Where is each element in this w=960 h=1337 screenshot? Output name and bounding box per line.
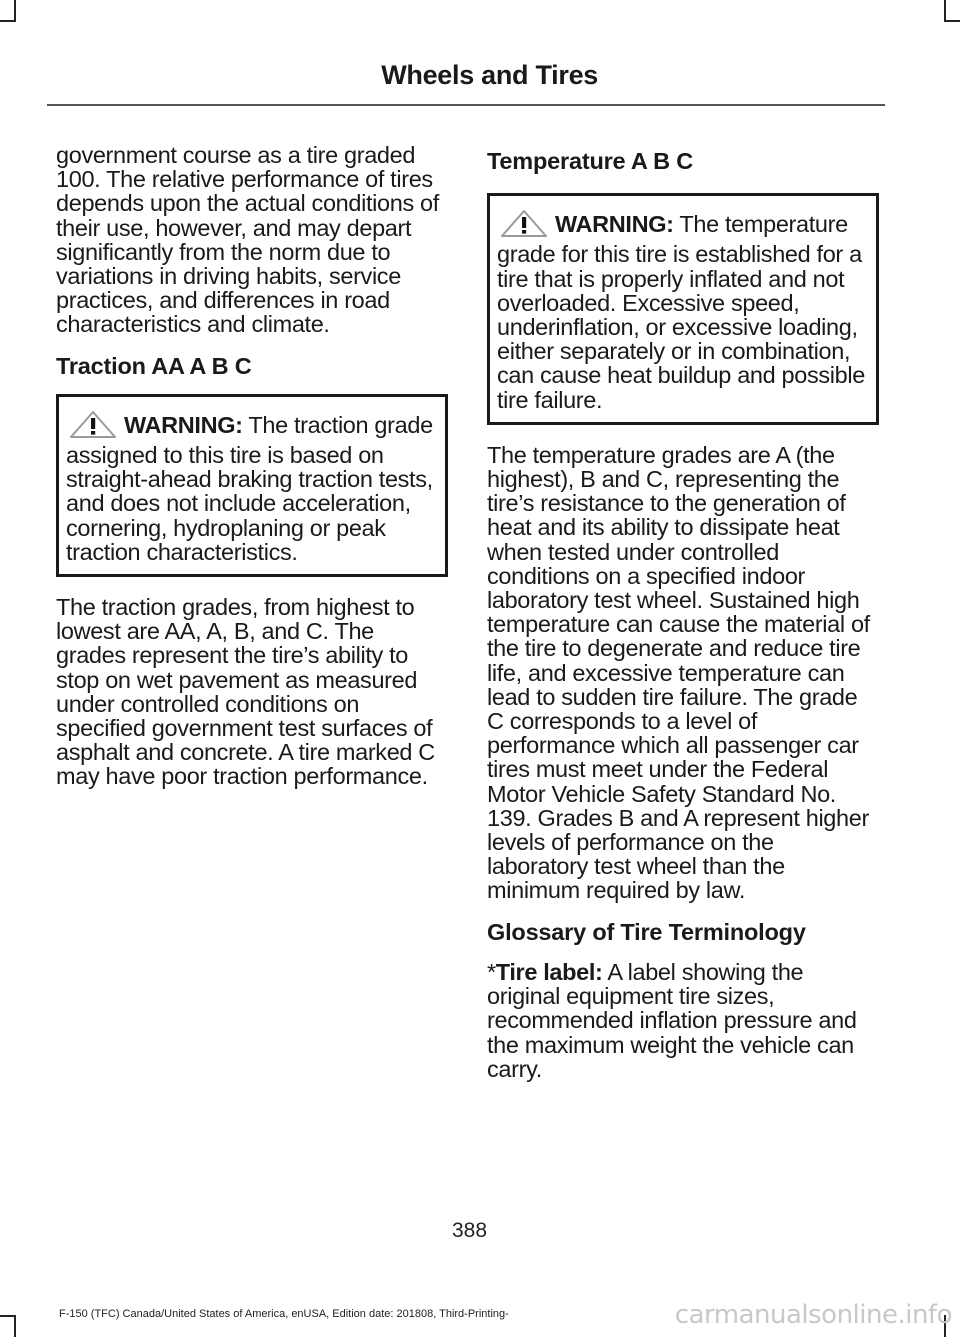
tire-label-text: A label showing the original equipment tire sizes, recommended inflation pressure and the maximum weight the vehicle can carry.: [487, 958, 857, 1082]
left-column: [56, 143, 448, 806]
asterisk: *: [487, 958, 496, 985]
temperature-paragraph: The temperature grades are A (the highest), B and C, representing the tire’s resistance to the generation of heat and its ability to dissipate heat when tested under controlled conditions on a specified indoor laboratory test wheel. Sustained high temperature can cause the material of the tire to degenerate and reduce tire life, and excessive temperature can lead to sudden tire failure. The grade C corresponds to a level of performance which all passenger car tires must meet under the Federal Motor Vehicle Safety Standard No. 139. Grades B and A represent higher levels of performance on the laboratory test wheel than the minimum required by law.: [487, 441, 870, 904]
crop-mark: [944, 0, 946, 22]
warning-text: The traction grade assigned to this tire is based on straight-ahead braking traction tests, and does not include acceleration, cornering, hydroplaning or peak traction characteristics.: [66, 411, 433, 565]
watermark: carmanualsonline.info: [674, 1300, 952, 1330]
warning-label: WARNING:: [555, 211, 674, 238]
tire-label-term: Tire label:: [495, 958, 603, 985]
temperature-warning-box: [487, 193, 879, 425]
warning-text: The temperature grade for this tire is established for a tire that is properly inflated and not overloaded. Excessive speed, underinflation, or excessive loading, either separately or in combination, can cause heat buildup and possible tire failure.: [497, 211, 865, 413]
warning-triangle-icon: [68, 409, 118, 443]
warning-triangle-icon: [499, 208, 549, 242]
edition-footer: F-150 (TFC) Canada/United States of America, enUSA, Edition date: 201808, Third-Printing-: [59, 1308, 509, 1320]
crop-mark: [0, 1315, 16, 1317]
right-column: [487, 143, 879, 1098]
header-divider: [47, 104, 885, 106]
traction-warning-box: [56, 394, 448, 577]
glossary-heading: Glossary of Tire Terminology: [487, 918, 806, 945]
page-number: 388: [452, 1219, 488, 1242]
traction-paragraph: The traction grades, from highest to lowest are AA, A, B, and C. The grades represent the tire’s ability to stop on wet pavement as measured under controlled conditions on specified government test surfaces of asphalt and concrete. A tire marked C may have poor traction performance.: [56, 594, 435, 790]
intro-paragraph: government course as a tire graded 100. The relative performance of tires depends upon the actual conditions of their use, however, and may depart significantly from the norm due to variations in driving habits, service practices, and differences in road characteristics and climate.: [56, 142, 439, 338]
crop-mark: [14, 0, 16, 22]
crop-mark: [0, 20, 16, 22]
tire-label-definition: [487, 960, 879, 1081]
warning-label: WARNING:: [124, 411, 243, 438]
traction-heading: Traction AA A B C: [56, 352, 252, 379]
temperature-heading: Temperature A B C: [487, 148, 693, 174]
crop-mark: [944, 20, 960, 22]
crop-mark: [14, 1315, 16, 1337]
page-title: Wheels and Tires: [381, 60, 598, 90]
